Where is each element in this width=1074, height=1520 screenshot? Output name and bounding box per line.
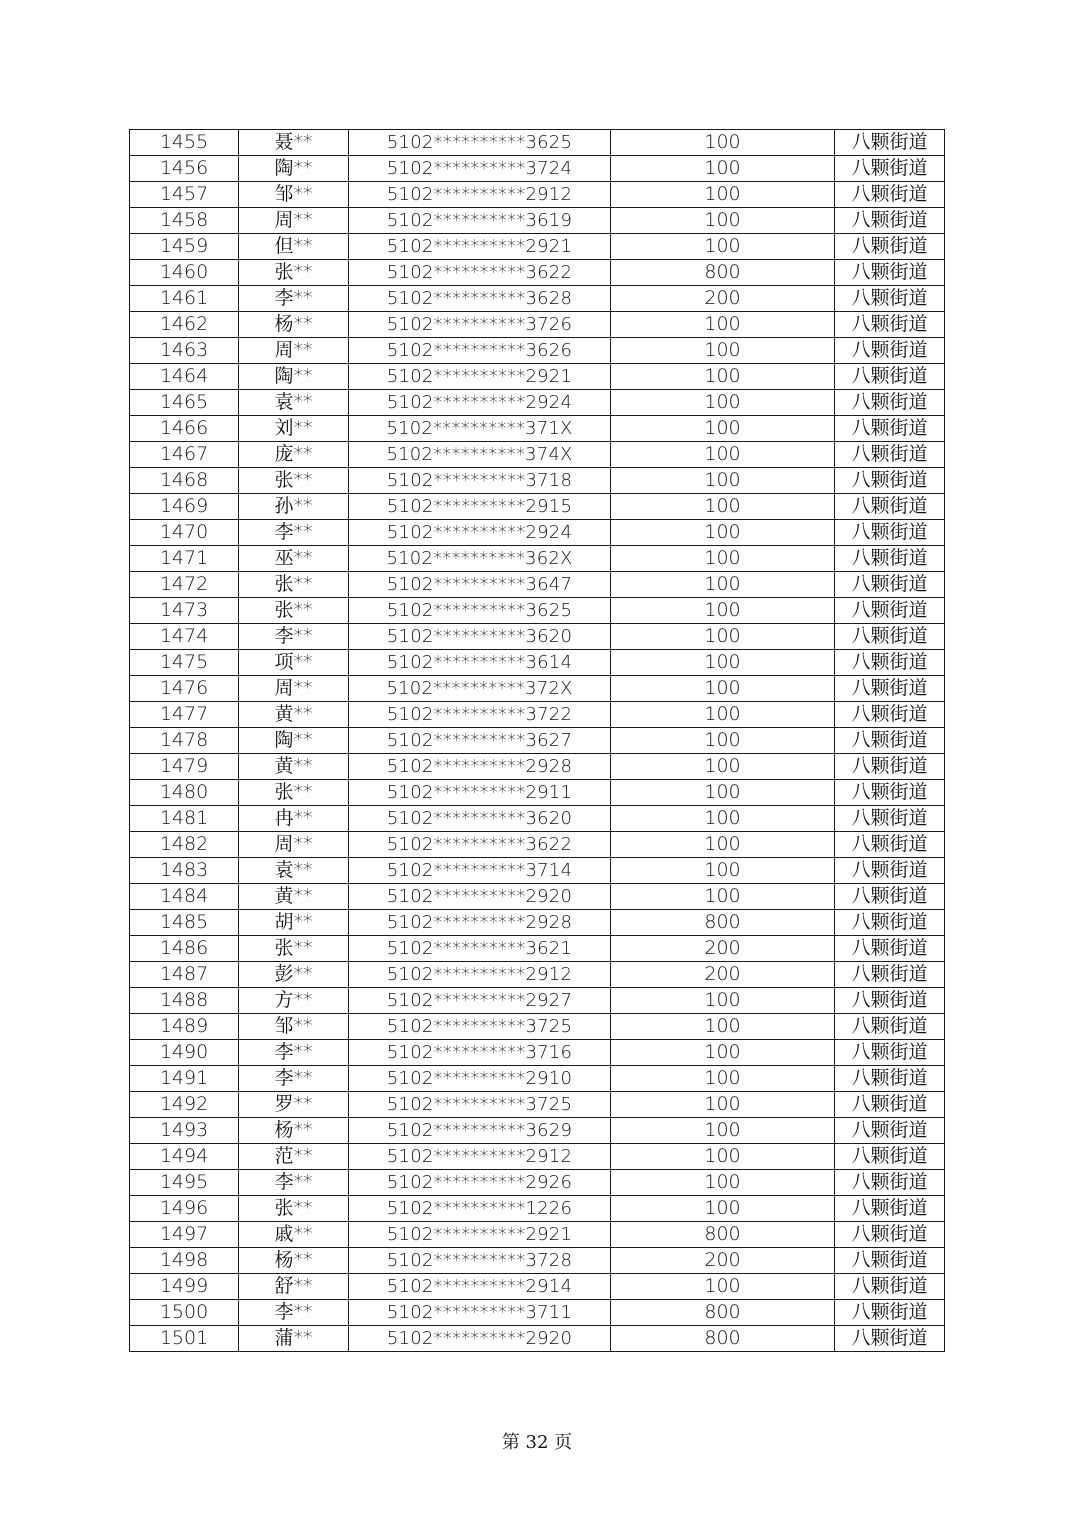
amount-cell: 100 (611, 130, 835, 156)
id-number-cell: 5102**********3724 (349, 156, 611, 182)
name-cell: 冉** (239, 806, 349, 832)
name-cell: 杨** (239, 1248, 349, 1274)
seq-cell: 1461 (130, 286, 239, 312)
id-number-cell: 5102**********2924 (349, 520, 611, 546)
table-row (130, 182, 945, 208)
amount-cell: 100 (611, 1014, 835, 1040)
amount-cell: 100 (611, 858, 835, 884)
table-row (130, 936, 945, 962)
name-cell: 李** (239, 520, 349, 546)
id-number-cell: 5102**********3716 (349, 1040, 611, 1066)
seq-cell: 1463 (130, 338, 239, 364)
table-row (130, 1222, 945, 1248)
street-cell: 八颗街道 (835, 988, 945, 1014)
seq-cell: 1473 (130, 598, 239, 624)
street-cell: 八颗街道 (835, 728, 945, 754)
seq-cell: 1459 (130, 234, 239, 260)
street-cell: 八颗街道 (835, 780, 945, 806)
seq-cell: 1491 (130, 1066, 239, 1092)
seq-cell: 1490 (130, 1040, 239, 1066)
seq-cell: 1480 (130, 780, 239, 806)
amount-cell: 100 (611, 806, 835, 832)
id-number-cell: 5102**********2914 (349, 1274, 611, 1300)
seq-cell: 1456 (130, 156, 239, 182)
id-number-cell: 5102**********2920 (349, 1326, 611, 1352)
seq-cell: 1501 (130, 1326, 239, 1352)
id-number-cell: 5102**********3728 (349, 1248, 611, 1274)
id-number-cell: 5102**********2920 (349, 884, 611, 910)
seq-cell: 1492 (130, 1092, 239, 1118)
street-cell: 八颗街道 (835, 494, 945, 520)
name-cell: 蒲** (239, 1326, 349, 1352)
seq-cell: 1477 (130, 702, 239, 728)
name-cell: 范** (239, 1144, 349, 1170)
id-number-cell: 5102**********3714 (349, 858, 611, 884)
amount-cell: 100 (611, 546, 835, 572)
name-cell: 刘** (239, 416, 349, 442)
id-number-cell: 5102**********2911 (349, 780, 611, 806)
street-cell: 八颗街道 (835, 1326, 945, 1352)
amount-cell: 100 (611, 988, 835, 1014)
name-cell: 周** (239, 832, 349, 858)
id-number-cell: 5102**********3711 (349, 1300, 611, 1326)
table-row (130, 390, 945, 416)
table-row (130, 494, 945, 520)
table-row (130, 988, 945, 1014)
seq-cell: 1460 (130, 260, 239, 286)
id-number-cell: 5102**********3725 (349, 1092, 611, 1118)
seq-cell: 1464 (130, 364, 239, 390)
seq-cell: 1466 (130, 416, 239, 442)
name-cell: 张** (239, 260, 349, 286)
id-number-cell: 5102**********2912 (349, 1144, 611, 1170)
street-cell: 八颗街道 (835, 650, 945, 676)
street-cell: 八颗街道 (835, 390, 945, 416)
seq-cell: 1465 (130, 390, 239, 416)
name-cell: 李** (239, 1300, 349, 1326)
seq-cell: 1479 (130, 754, 239, 780)
name-cell: 彭** (239, 962, 349, 988)
seq-cell: 1483 (130, 858, 239, 884)
id-number-cell: 5102**********2926 (349, 1170, 611, 1196)
id-number-cell: 5102**********3622 (349, 832, 611, 858)
street-cell: 八颗街道 (835, 572, 945, 598)
table-row (130, 598, 945, 624)
name-cell: 张** (239, 1196, 349, 1222)
table-row (130, 234, 945, 260)
amount-cell: 100 (611, 338, 835, 364)
seq-cell: 1468 (130, 468, 239, 494)
name-cell: 张** (239, 468, 349, 494)
name-cell: 方** (239, 988, 349, 1014)
id-number-cell: 5102**********371X (349, 416, 611, 442)
table-row (130, 1014, 945, 1040)
street-cell: 八颗街道 (835, 260, 945, 286)
amount-cell: 200 (611, 936, 835, 962)
name-cell: 杨** (239, 1118, 349, 1144)
table-row (130, 468, 945, 494)
id-number-cell: 5102**********3627 (349, 728, 611, 754)
street-cell: 八颗街道 (835, 1222, 945, 1248)
amount-cell: 100 (611, 208, 835, 234)
seq-cell: 1495 (130, 1170, 239, 1196)
seq-cell: 1482 (130, 832, 239, 858)
table-row (130, 286, 945, 312)
name-cell: 李** (239, 1066, 349, 1092)
seq-cell: 1474 (130, 624, 239, 650)
seq-cell: 1469 (130, 494, 239, 520)
table-row (130, 1326, 945, 1352)
street-cell: 八颗街道 (835, 442, 945, 468)
table-row (130, 260, 945, 286)
amount-cell: 100 (611, 884, 835, 910)
id-number-cell: 5102**********2921 (349, 364, 611, 390)
seq-cell: 1499 (130, 1274, 239, 1300)
street-cell: 八颗街道 (835, 1274, 945, 1300)
street-cell: 八颗街道 (835, 624, 945, 650)
roster-table (129, 129, 945, 1352)
amount-cell: 100 (611, 676, 835, 702)
amount-cell: 100 (611, 364, 835, 390)
street-cell: 八颗街道 (835, 234, 945, 260)
name-cell: 孙** (239, 494, 349, 520)
street-cell: 八颗街道 (835, 936, 945, 962)
table-row (130, 624, 945, 650)
table-row (130, 962, 945, 988)
id-number-cell: 5102**********3622 (349, 260, 611, 286)
street-cell: 八颗街道 (835, 754, 945, 780)
table-row (130, 312, 945, 338)
amount-cell: 100 (611, 624, 835, 650)
id-number-cell: 5102**********372X (349, 676, 611, 702)
seq-cell: 1489 (130, 1014, 239, 1040)
street-cell: 八颗街道 (835, 1144, 945, 1170)
name-cell: 张** (239, 780, 349, 806)
name-cell: 张** (239, 572, 349, 598)
table-row (130, 1144, 945, 1170)
amount-cell: 100 (611, 494, 835, 520)
id-number-cell: 5102**********2928 (349, 754, 611, 780)
amount-cell: 100 (611, 754, 835, 780)
seq-cell: 1500 (130, 1300, 239, 1326)
table-row (130, 520, 945, 546)
name-cell: 黄** (239, 702, 349, 728)
amount-cell: 100 (611, 1170, 835, 1196)
amount-cell: 100 (611, 390, 835, 416)
table-row (130, 884, 945, 910)
id-number-cell: 5102**********2924 (349, 390, 611, 416)
table-row (130, 1170, 945, 1196)
table-row (130, 442, 945, 468)
amount-cell: 100 (611, 234, 835, 260)
name-cell: 李** (239, 1170, 349, 1196)
amount-cell: 100 (611, 468, 835, 494)
id-number-cell: 5102**********3722 (349, 702, 611, 728)
name-cell: 陶** (239, 728, 349, 754)
table-row (130, 338, 945, 364)
id-number-cell: 5102**********374X (349, 442, 611, 468)
street-cell: 八颗街道 (835, 962, 945, 988)
id-number-cell: 5102**********3626 (349, 338, 611, 364)
seq-cell: 1455 (130, 130, 239, 156)
table-row (130, 1092, 945, 1118)
id-number-cell: 5102**********2928 (349, 910, 611, 936)
id-number-cell: 5102**********3625 (349, 130, 611, 156)
id-number-cell: 5102**********362X (349, 546, 611, 572)
table-row (130, 546, 945, 572)
table-row (130, 208, 945, 234)
seq-cell: 1485 (130, 910, 239, 936)
name-cell: 庞** (239, 442, 349, 468)
table-row (130, 1248, 945, 1274)
amount-cell: 100 (611, 312, 835, 338)
street-cell: 八颗街道 (835, 832, 945, 858)
street-cell: 八颗街道 (835, 468, 945, 494)
name-cell: 张** (239, 598, 349, 624)
amount-cell: 100 (611, 1274, 835, 1300)
name-cell: 周** (239, 208, 349, 234)
seq-cell: 1484 (130, 884, 239, 910)
seq-cell: 1478 (130, 728, 239, 754)
amount-cell: 800 (611, 1300, 835, 1326)
amount-cell: 100 (611, 572, 835, 598)
seq-cell: 1471 (130, 546, 239, 572)
amount-cell: 800 (611, 910, 835, 936)
table-row (130, 130, 945, 156)
street-cell: 八颗街道 (835, 702, 945, 728)
amount-cell: 800 (611, 1326, 835, 1352)
seq-cell: 1467 (130, 442, 239, 468)
amount-cell: 100 (611, 442, 835, 468)
name-cell: 李** (239, 624, 349, 650)
id-number-cell: 5102**********3629 (349, 1118, 611, 1144)
id-number-cell: 5102**********2912 (349, 962, 611, 988)
amount-cell: 200 (611, 286, 835, 312)
street-cell: 八颗街道 (835, 1248, 945, 1274)
name-cell: 陶** (239, 364, 349, 390)
seq-cell: 1494 (130, 1144, 239, 1170)
table-row (130, 416, 945, 442)
name-cell: 李** (239, 1040, 349, 1066)
seq-cell: 1475 (130, 650, 239, 676)
seq-cell: 1476 (130, 676, 239, 702)
name-cell: 黄** (239, 754, 349, 780)
amount-cell: 100 (611, 650, 835, 676)
table-row (130, 1040, 945, 1066)
id-number-cell: 5102**********2921 (349, 1222, 611, 1248)
street-cell: 八颗街道 (835, 520, 945, 546)
street-cell: 八颗街道 (835, 1040, 945, 1066)
street-cell: 八颗街道 (835, 338, 945, 364)
name-cell: 李** (239, 286, 349, 312)
amount-cell: 100 (611, 728, 835, 754)
seq-cell: 1487 (130, 962, 239, 988)
id-number-cell: 5102**********2912 (349, 182, 611, 208)
name-cell: 罗** (239, 1092, 349, 1118)
amount-cell: 100 (611, 520, 835, 546)
street-cell: 八颗街道 (835, 546, 945, 572)
name-cell: 黄** (239, 884, 349, 910)
table-row (130, 1300, 945, 1326)
name-cell: 聂** (239, 130, 349, 156)
seq-cell: 1481 (130, 806, 239, 832)
name-cell: 但** (239, 234, 349, 260)
name-cell: 袁** (239, 858, 349, 884)
name-cell: 张** (239, 936, 349, 962)
street-cell: 八颗街道 (835, 1014, 945, 1040)
table-row (130, 676, 945, 702)
table-row (130, 1118, 945, 1144)
id-number-cell: 5102**********3621 (349, 936, 611, 962)
id-number-cell: 5102**********2921 (349, 234, 611, 260)
name-cell: 邹** (239, 182, 349, 208)
table-row (130, 754, 945, 780)
table-row (130, 364, 945, 390)
name-cell: 陶** (239, 156, 349, 182)
amount-cell: 100 (611, 416, 835, 442)
street-cell: 八颗街道 (835, 806, 945, 832)
amount-cell: 100 (611, 1118, 835, 1144)
table-row (130, 650, 945, 676)
name-cell: 周** (239, 338, 349, 364)
table-row (130, 780, 945, 806)
table-row (130, 806, 945, 832)
name-cell: 项** (239, 650, 349, 676)
page-number: 第 32 页 (501, 1432, 573, 1453)
name-cell: 邹** (239, 1014, 349, 1040)
amount-cell: 100 (611, 598, 835, 624)
name-cell: 戚** (239, 1222, 349, 1248)
street-cell: 八颗街道 (835, 884, 945, 910)
seq-cell: 1496 (130, 1196, 239, 1222)
amount-cell: 200 (611, 962, 835, 988)
amount-cell: 100 (611, 1196, 835, 1222)
amount-cell: 100 (611, 1144, 835, 1170)
street-cell: 八颗街道 (835, 364, 945, 390)
name-cell: 杨** (239, 312, 349, 338)
street-cell: 八颗街道 (835, 910, 945, 936)
street-cell: 八颗街道 (835, 1170, 945, 1196)
name-cell: 舒** (239, 1274, 349, 1300)
id-number-cell: 5102**********2927 (349, 988, 611, 1014)
street-cell: 八颗街道 (835, 312, 945, 338)
table-row (130, 1274, 945, 1300)
amount-cell: 800 (611, 1222, 835, 1248)
table-row (130, 1196, 945, 1222)
seq-cell: 1472 (130, 572, 239, 598)
seq-cell: 1470 (130, 520, 239, 546)
amount-cell: 100 (611, 182, 835, 208)
street-cell: 八颗街道 (835, 208, 945, 234)
street-cell: 八颗街道 (835, 416, 945, 442)
id-number-cell: 5102**********2915 (349, 494, 611, 520)
name-cell: 周** (239, 676, 349, 702)
id-number-cell: 5102**********3614 (349, 650, 611, 676)
id-number-cell: 5102**********3628 (349, 286, 611, 312)
amount-cell: 100 (611, 832, 835, 858)
street-cell: 八颗街道 (835, 130, 945, 156)
amount-cell: 100 (611, 1066, 835, 1092)
id-number-cell: 5102**********2910 (349, 1066, 611, 1092)
seq-cell: 1486 (130, 936, 239, 962)
street-cell: 八颗街道 (835, 1300, 945, 1326)
seq-cell: 1462 (130, 312, 239, 338)
amount-cell: 100 (611, 1040, 835, 1066)
street-cell: 八颗街道 (835, 676, 945, 702)
id-number-cell: 5102**********3620 (349, 624, 611, 650)
street-cell: 八颗街道 (835, 1092, 945, 1118)
table-row (130, 728, 945, 754)
seq-cell: 1493 (130, 1118, 239, 1144)
table-row (130, 858, 945, 884)
amount-cell: 200 (611, 1248, 835, 1274)
amount-cell: 100 (611, 156, 835, 182)
street-cell: 八颗街道 (835, 1118, 945, 1144)
id-number-cell: 5102**********3726 (349, 312, 611, 338)
id-number-cell: 5102**********3619 (349, 208, 611, 234)
street-cell: 八颗街道 (835, 182, 945, 208)
name-cell: 袁** (239, 390, 349, 416)
street-cell: 八颗街道 (835, 1196, 945, 1222)
street-cell: 八颗街道 (835, 598, 945, 624)
seq-cell: 1458 (130, 208, 239, 234)
street-cell: 八颗街道 (835, 1066, 945, 1092)
amount-cell: 800 (611, 260, 835, 286)
street-cell: 八颗街道 (835, 858, 945, 884)
street-cell: 八颗街道 (835, 286, 945, 312)
id-number-cell: 5102**********3625 (349, 598, 611, 624)
amount-cell: 100 (611, 780, 835, 806)
name-cell: 胡** (239, 910, 349, 936)
id-number-cell: 5102**********3620 (349, 806, 611, 832)
seq-cell: 1497 (130, 1222, 239, 1248)
seq-cell: 1498 (130, 1248, 239, 1274)
id-number-cell: 5102**********1226 (349, 1196, 611, 1222)
seq-cell: 1488 (130, 988, 239, 1014)
table-row (130, 910, 945, 936)
street-cell: 八颗街道 (835, 156, 945, 182)
table-row (130, 832, 945, 858)
table-row (130, 156, 945, 182)
table-row (130, 1066, 945, 1092)
name-cell: 巫** (239, 546, 349, 572)
table-row (130, 702, 945, 728)
amount-cell: 100 (611, 702, 835, 728)
id-number-cell: 5102**********3725 (349, 1014, 611, 1040)
roster-table-body (130, 130, 945, 1352)
seq-cell: 1457 (130, 182, 239, 208)
amount-cell: 100 (611, 1092, 835, 1118)
id-number-cell: 5102**********3647 (349, 572, 611, 598)
table-row (130, 572, 945, 598)
id-number-cell: 5102**********3718 (349, 468, 611, 494)
